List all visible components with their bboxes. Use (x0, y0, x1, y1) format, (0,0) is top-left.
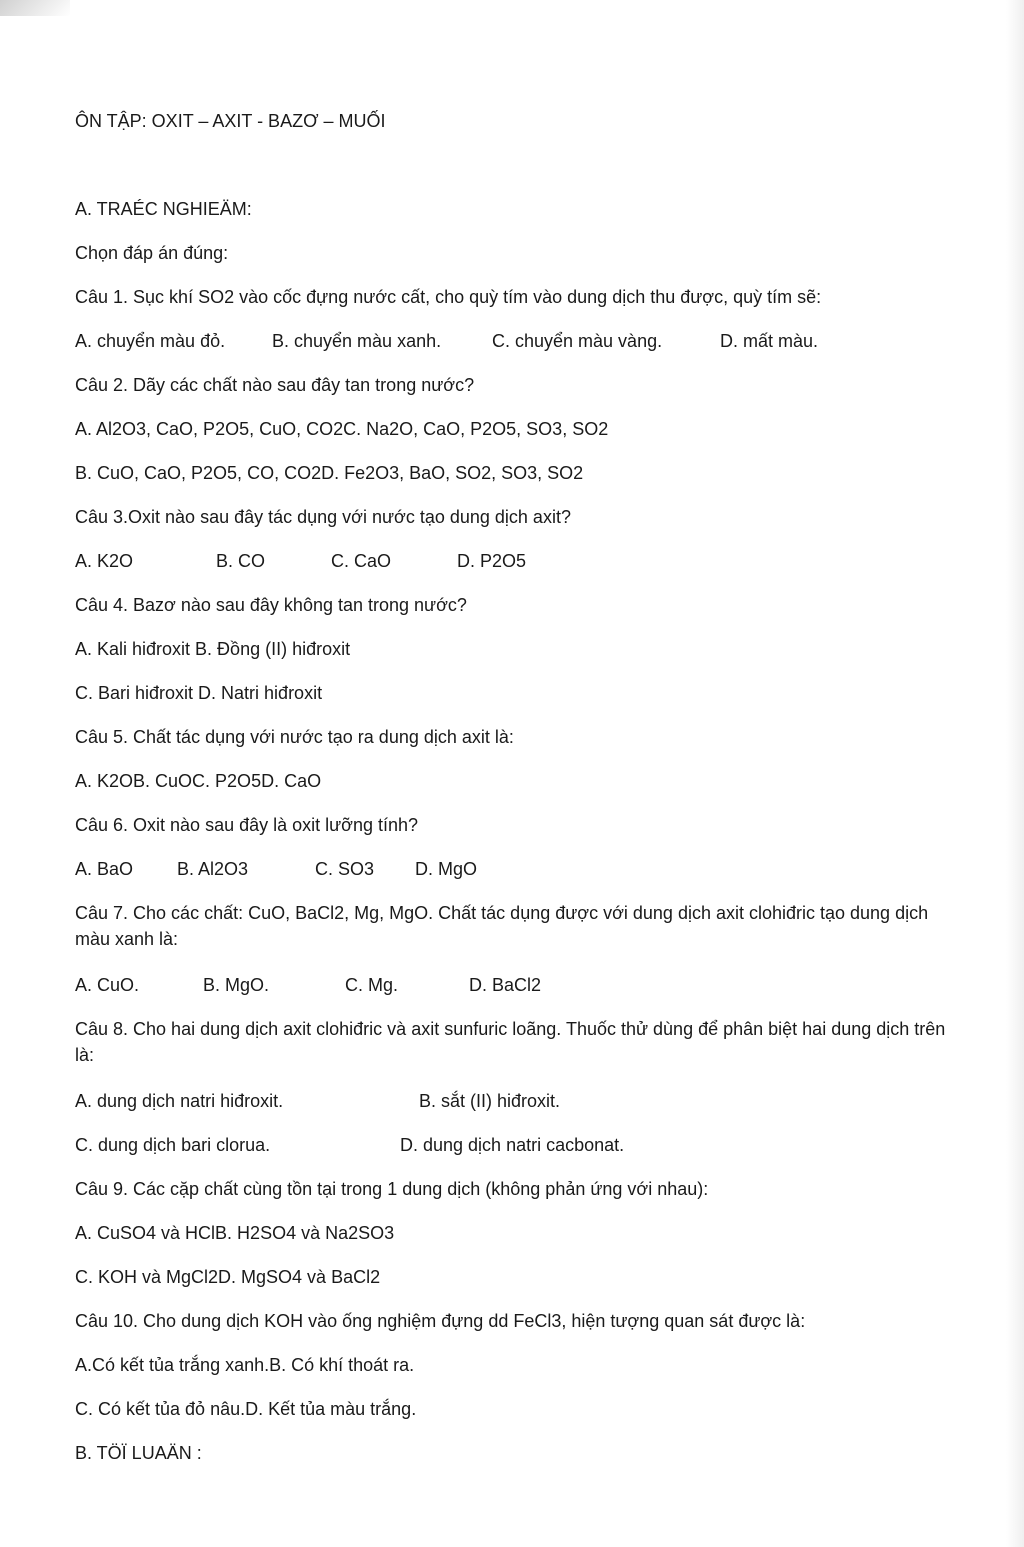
q6-option-d: D. MgO (415, 859, 478, 879)
q4-options-line-2: C. Bari hiđroxit D. Natri hiđroxit (75, 683, 323, 703)
question-6: Câu 6. Oxit nào sau đây là oxit lưỡng tính? (75, 815, 419, 835)
q7-option-d: D. BaCl2 (469, 975, 542, 995)
q10-options-line-1: A.Có kết tủa trắng xanh.B. Có khí thoát ra. (75, 1355, 415, 1375)
question-10: Câu 10. Cho dung dịch KOH vào ống nghiệm đựng dd FeCl3, hiện tượng quan sát được là: (75, 1311, 806, 1331)
q8-option-c: C. dung dịch bari clorua. (75, 1135, 271, 1155)
q6-option-c: C. SO3 (315, 859, 375, 879)
q2-options-line-2: B. CuO, CaO, P2O5, CO, CO2D. Fe2O3, BaO, SO2, SO3, SO2 (75, 463, 584, 483)
question-7: Câu 7. Cho các chất: CuO, BaCl2, Mg, MgO. Chất tác dụng được với dung dịch axit clohiđric tạo dung dịch màu xanh là: (75, 903, 929, 949)
q9-options-line-1: A. CuSO4 và HClB. H2SO4 và Na2SO3 (75, 1223, 395, 1243)
question-2: Câu 2. Dãy các chất nào sau đây tan trong nước? (75, 375, 475, 395)
q9-options-line-2: C. KOH và MgCl2D. MgSO4 và BaCl2 (75, 1267, 381, 1287)
q3-option-b: B. CO (216, 551, 266, 571)
q3-option-c: C. CaO (331, 551, 392, 571)
question-5: Câu 5. Chất tác dụng với nước tạo ra dung dịch axit là: (75, 727, 514, 747)
q5-options-line-1: A. K2OB. CuOC. P2O5D. CaO (75, 771, 322, 791)
q1-option-a: A. chuyển màu đỏ. (75, 331, 226, 351)
q7-option-a: A. CuO. (75, 975, 140, 995)
q1-option-d: D. mất màu. (720, 331, 819, 351)
q3-option-a: A. K2O (75, 551, 134, 571)
document-title: ÔN TẬP: OXIT – AXIT - BAZƠ – MUỐI (75, 111, 386, 131)
q6-option-a: A. BaO (75, 859, 134, 879)
page-edge-shadow (1006, 0, 1024, 1547)
section-b-heading: B. TÖÏ LUAÄN : (75, 1443, 202, 1463)
q3-option-d: D. P2O5 (457, 551, 527, 571)
q8-option-d: D. dung dịch natri cacbonat. (400, 1135, 625, 1155)
instruction-text: Chọn đáp án đúng: (75, 243, 229, 263)
page-corner-shadow (0, 0, 70, 16)
question-9: Câu 9. Các cặp chất cùng tồn tại trong 1 dung dịch (không phản ứng với nhau): (75, 1179, 709, 1199)
q6-option-b: B. Al2O3 (177, 859, 249, 879)
question-8: Câu 8. Cho hai dung dịch axit clohiđric và axit sunfuric loãng. Thuốc thử dùng để phân biệt hai dung dịch trên là: (75, 1019, 946, 1065)
question-3: Câu 3.Oxit nào sau đây tác dụng với nước tạo dung dịch axit? (75, 507, 571, 527)
q10-options-line-2: C. Có kết tủa đỏ nâu.D. Kết tủa màu trắng. (75, 1399, 417, 1419)
q1-option-b: B. chuyển màu xanh. (272, 331, 442, 351)
q7-option-c: C. Mg. (345, 975, 399, 995)
section-a-heading: A. TRAÉC NGHIEÄM: (75, 199, 252, 219)
q1-option-c: C. chuyển màu vàng. (492, 331, 663, 351)
q7-option-b: B. MgO. (203, 975, 270, 995)
q4-options-line-1: A. Kali hiđroxit B. Đồng (II) hiđroxit (75, 639, 351, 659)
q8-option-a: A. dung dịch natri hiđroxit. (75, 1091, 284, 1111)
q2-options-line-1: A. Al2O3, CaO, P2O5, CuO, CO2C. Na2O, CaO, P2O5, SO3, SO2 (75, 419, 609, 439)
question-1: Câu 1. Sục khí SO2 vào cốc đựng nước cất, cho quỳ tím vào dung dịch thu được, quỳ tím sẽ: (75, 287, 822, 307)
q8-option-b: B. sắt (II) hiđroxit. (419, 1091, 561, 1111)
question-4: Câu 4. Bazơ nào sau đây không tan trong nước? (75, 595, 467, 615)
